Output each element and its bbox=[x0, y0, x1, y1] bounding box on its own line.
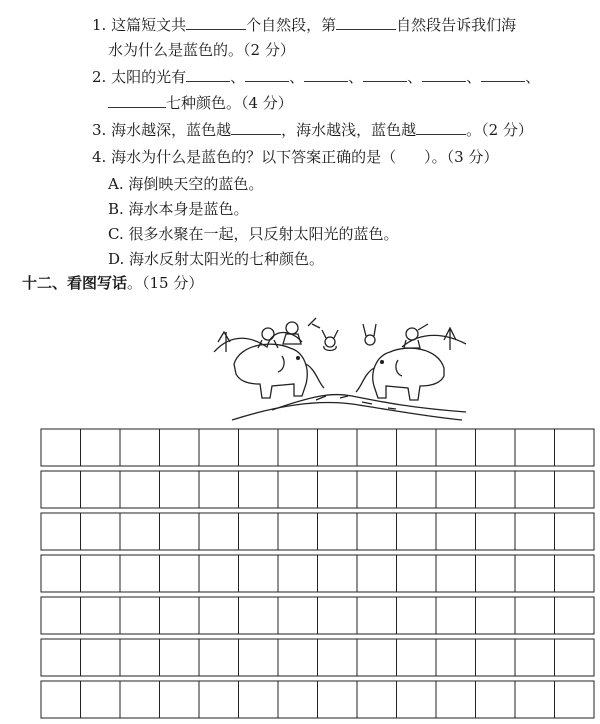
grid-cell[interactable] bbox=[357, 429, 397, 466]
question-4-text-b: ）。（3 分） bbox=[424, 148, 499, 166]
grid-cell[interactable] bbox=[120, 513, 160, 550]
answer-blank[interactable] bbox=[304, 67, 348, 82]
grid-cell[interactable] bbox=[160, 555, 200, 592]
grid-cell[interactable] bbox=[278, 639, 318, 676]
grid-cell[interactable] bbox=[436, 639, 476, 676]
grid-cell[interactable] bbox=[357, 639, 397, 676]
question-4-text-a: 4. 海水为什么是蓝色的？以下答案正确的是（ bbox=[92, 148, 397, 166]
grid-cell[interactable] bbox=[476, 429, 516, 466]
grid-cell[interactable] bbox=[476, 555, 516, 592]
grid-cell[interactable] bbox=[278, 429, 318, 466]
answer-blank[interactable] bbox=[363, 67, 407, 82]
answer-blank[interactable] bbox=[186, 67, 230, 82]
grid-cell[interactable] bbox=[357, 513, 397, 550]
answer-blank[interactable] bbox=[422, 67, 466, 82]
grid-cell[interactable] bbox=[357, 471, 397, 508]
grid-cell[interactable] bbox=[555, 681, 595, 718]
grid-cell[interactable] bbox=[120, 597, 160, 634]
grid-cell[interactable] bbox=[397, 429, 437, 466]
grid-cell[interactable] bbox=[120, 639, 160, 676]
grid-cell[interactable] bbox=[555, 429, 595, 466]
grid-cell[interactable] bbox=[555, 513, 595, 550]
separator: 、 bbox=[348, 68, 364, 86]
question-2-line-1 bbox=[92, 66, 540, 88]
grid-cell[interactable] bbox=[555, 597, 595, 634]
grid-cell[interactable] bbox=[357, 681, 397, 718]
grid-cell[interactable] bbox=[199, 597, 239, 634]
question-4 bbox=[92, 146, 498, 168]
answer-blank[interactable] bbox=[336, 15, 396, 30]
grid-cell[interactable] bbox=[239, 471, 279, 508]
grid-cell[interactable] bbox=[41, 597, 81, 634]
grid-cell[interactable] bbox=[278, 597, 318, 634]
grid-cell[interactable] bbox=[199, 681, 239, 718]
grid-cell[interactable] bbox=[436, 681, 476, 718]
grid-cell[interactable] bbox=[239, 597, 279, 634]
grid-cell[interactable] bbox=[357, 555, 397, 592]
grid-cell[interactable] bbox=[160, 639, 200, 676]
grid-cell[interactable] bbox=[515, 513, 555, 550]
grid-cell[interactable] bbox=[515, 639, 555, 676]
question-1-line-2: 水为什么是蓝色的。（2 分） bbox=[108, 41, 295, 59]
grid-cell[interactable] bbox=[397, 639, 437, 676]
grid-cell[interactable] bbox=[436, 429, 476, 466]
separator: 、 bbox=[230, 68, 246, 86]
grid-cell[interactable] bbox=[160, 429, 200, 466]
grid-cell[interactable] bbox=[81, 639, 121, 676]
grid-cell[interactable] bbox=[515, 597, 555, 634]
grid-cell[interactable] bbox=[357, 597, 397, 634]
answer-blank[interactable] bbox=[186, 15, 246, 30]
grid-cell[interactable] bbox=[81, 471, 121, 508]
question-1-text-a: 1. 这篇短文共 bbox=[92, 16, 187, 34]
grid-cell[interactable] bbox=[160, 471, 200, 508]
grid-cell[interactable] bbox=[81, 597, 121, 634]
grid-cell[interactable] bbox=[476, 513, 516, 550]
grid-row[interactable] bbox=[41, 639, 594, 676]
grid-cell[interactable] bbox=[555, 555, 595, 592]
grid-cell[interactable] bbox=[81, 681, 121, 718]
question-1-text-b: 个自然段，第 bbox=[246, 16, 337, 34]
grid-cell[interactable] bbox=[476, 471, 516, 508]
grid-cell[interactable] bbox=[278, 681, 318, 718]
grid-cell[interactable] bbox=[436, 555, 476, 592]
answer-blank[interactable] bbox=[245, 67, 289, 82]
grid-cell[interactable] bbox=[41, 471, 81, 508]
question-3 bbox=[92, 119, 533, 141]
grid-cell[interactable] bbox=[515, 471, 555, 508]
grid-row[interactable] bbox=[41, 555, 594, 592]
grid-cell[interactable] bbox=[120, 471, 160, 508]
grid-cell[interactable] bbox=[397, 681, 437, 718]
grid-cell[interactable] bbox=[397, 555, 437, 592]
grid-cell[interactable] bbox=[160, 513, 200, 550]
grid-row[interactable] bbox=[41, 429, 594, 466]
question-1-line-1 bbox=[92, 14, 516, 36]
question-3-text-c: 。（2 分） bbox=[466, 121, 533, 139]
grid-cell[interactable] bbox=[239, 513, 279, 550]
grid-cell[interactable] bbox=[318, 555, 358, 592]
grid-cell[interactable] bbox=[239, 639, 279, 676]
grid-cell[interactable] bbox=[318, 597, 358, 634]
question-1-text-c: 自然段告诉我们海 bbox=[396, 16, 517, 34]
option-d: D. 海水反射太阳光的七种颜色。 bbox=[108, 250, 325, 268]
grid-cell[interactable] bbox=[81, 429, 121, 466]
grid-cell[interactable] bbox=[199, 513, 239, 550]
grid-cell[interactable] bbox=[476, 681, 516, 718]
grid-cell[interactable] bbox=[41, 681, 81, 718]
question-2-text-a: 2. 太阳的光有 bbox=[92, 68, 187, 86]
question-2-text-b: 七种颜色。（4 分） bbox=[166, 94, 293, 112]
grid-cell[interactable] bbox=[239, 555, 279, 592]
grid-cell[interactable] bbox=[199, 471, 239, 508]
grid-cell[interactable] bbox=[515, 555, 555, 592]
grid-row[interactable] bbox=[41, 681, 594, 718]
elephants-and-animals-by-river-illustration bbox=[212, 312, 468, 422]
grid-cell[interactable] bbox=[436, 471, 476, 508]
grid-cell[interactable] bbox=[41, 429, 81, 466]
separator: 、 bbox=[525, 68, 541, 86]
grid-cell[interactable] bbox=[41, 639, 81, 676]
section-12-heading bbox=[22, 272, 203, 293]
grid-cell[interactable] bbox=[278, 513, 318, 550]
grid-cell[interactable] bbox=[120, 681, 160, 718]
grid-cell[interactable] bbox=[41, 555, 81, 592]
question-2-line-2 bbox=[108, 92, 293, 114]
option-c: C. 很多水聚在一起，只反射太阳光的蓝色。 bbox=[108, 225, 399, 243]
grid-cell[interactable] bbox=[160, 597, 200, 634]
grid-cell[interactable] bbox=[318, 639, 358, 676]
grid-cell[interactable] bbox=[318, 513, 358, 550]
grid-row[interactable] bbox=[41, 471, 594, 508]
separator: 、 bbox=[466, 68, 482, 86]
option-a: A. 海倒映天空的蓝色。 bbox=[108, 175, 264, 193]
separator: 、 bbox=[289, 68, 305, 86]
grid-cell[interactable] bbox=[41, 513, 81, 550]
option-b: B. 海水本身是蓝色。 bbox=[108, 200, 249, 218]
grid-row[interactable] bbox=[41, 513, 594, 550]
grid-cell[interactable] bbox=[476, 639, 516, 676]
grid-cell[interactable] bbox=[278, 555, 318, 592]
grid-cell[interactable] bbox=[397, 471, 437, 508]
grid-cell[interactable] bbox=[318, 681, 358, 718]
grid-cell[interactable] bbox=[278, 471, 318, 508]
grid-cell[interactable] bbox=[318, 471, 358, 508]
grid-cell[interactable] bbox=[239, 681, 279, 718]
grid-cell[interactable] bbox=[555, 471, 595, 508]
grid-cell[interactable] bbox=[239, 429, 279, 466]
answer-blank[interactable] bbox=[231, 120, 281, 135]
question-3-text-b: ，海水越浅，蓝色越 bbox=[281, 121, 417, 139]
grid-cell[interactable] bbox=[555, 639, 595, 676]
grid-cell[interactable] bbox=[81, 555, 121, 592]
grid-cell[interactable] bbox=[199, 639, 239, 676]
grid-cell[interactable] bbox=[397, 597, 437, 634]
grid-row[interactable] bbox=[41, 597, 594, 634]
grid-cell[interactable] bbox=[397, 513, 437, 550]
separator: 、 bbox=[407, 68, 423, 86]
grid-cell[interactable] bbox=[515, 429, 555, 466]
answer-blank[interactable] bbox=[108, 93, 166, 108]
grid-cell[interactable] bbox=[318, 429, 358, 466]
grid-cell[interactable] bbox=[120, 429, 160, 466]
grid-cell[interactable] bbox=[436, 513, 476, 550]
grid-cell[interactable] bbox=[199, 429, 239, 466]
grid-cell[interactable] bbox=[199, 555, 239, 592]
grid-cell[interactable] bbox=[81, 513, 121, 550]
question-3-text-a: 3. 海水越深，蓝色越 bbox=[92, 121, 232, 139]
section-12-score: 。（15 分） bbox=[127, 274, 204, 292]
grid-cell[interactable] bbox=[476, 597, 516, 634]
grid-cell[interactable] bbox=[120, 555, 160, 592]
grid-cell[interactable] bbox=[515, 681, 555, 718]
grid-cell[interactable] bbox=[436, 597, 476, 634]
answer-blank[interactable] bbox=[481, 67, 525, 82]
answer-blank[interactable] bbox=[416, 120, 466, 135]
writing-grid[interactable] bbox=[40, 428, 595, 724]
grid-cell[interactable] bbox=[160, 681, 200, 718]
section-12-title: 十二、看图写话 bbox=[22, 274, 128, 292]
